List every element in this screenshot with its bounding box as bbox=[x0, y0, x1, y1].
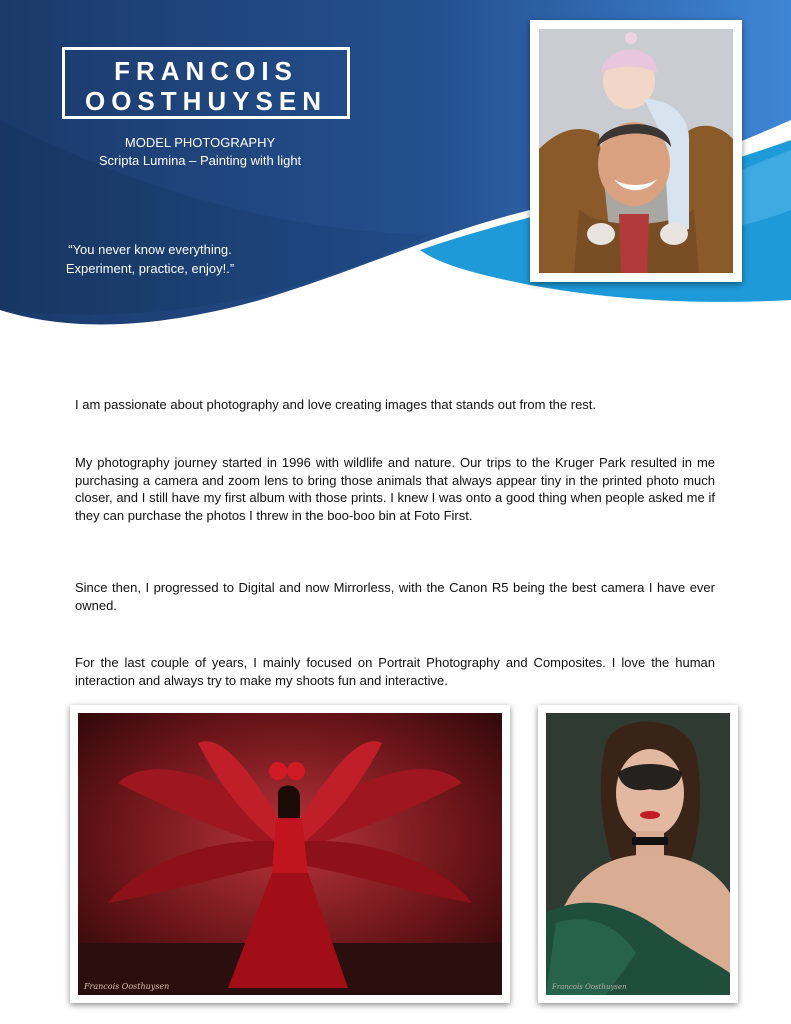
subtitle-line-2: Scripta Lumina – Painting with light bbox=[98, 153, 302, 168]
paragraph: For the last couple of years, I mainly focused on Portrait Photography and Composites. I love the human interaction and always try to make my shoots fun and interactive. bbox=[75, 655, 715, 688]
author-portrait-image bbox=[539, 29, 733, 273]
name-line-last: OOSTHUYSEN bbox=[84, 86, 328, 116]
quote bbox=[40, 240, 260, 278]
quote-line-2: Experiment, practice, enjoy!.” bbox=[65, 261, 235, 276]
masked-woman-image bbox=[546, 713, 730, 995]
paragraph: Since then, I progressed to Digital and now Mirrorless, with the Canon R5 being the best camera I have ever owned. bbox=[75, 580, 715, 613]
name-line-first: FRANCOIS bbox=[114, 56, 298, 86]
photo-signature: Francois Oosthuysen bbox=[84, 982, 170, 991]
quote-line-1: “You never know everything. bbox=[68, 242, 232, 257]
paragraph: My photography journey started in 1996 with wildlife and nature. Our trips to the Kruger Park resulted in me purchasing a camera and zoom lens to bring those animals that always appear tiny in the printed photo much closer, and I still have my first album with those prints. I knew I was onto a good thing when people asked me if they can purchase the photos I threw in the boo-boo bin at Foto First. bbox=[75, 455, 715, 523]
photo-signature: Francois Oosthuysen bbox=[552, 983, 627, 991]
subtitle-line-1: MODEL PHOTOGRAPHY bbox=[124, 135, 276, 150]
paragraph: I am passionate about photography and love creating images that stands out from the rest. bbox=[75, 397, 597, 412]
author-portrait-photo bbox=[530, 20, 742, 282]
subtitle bbox=[60, 134, 340, 170]
red-dress-composite-photo bbox=[70, 705, 510, 1003]
masked-portrait-photo bbox=[538, 705, 738, 1003]
red-dress-image bbox=[78, 713, 502, 995]
name-title-box bbox=[62, 47, 350, 119]
